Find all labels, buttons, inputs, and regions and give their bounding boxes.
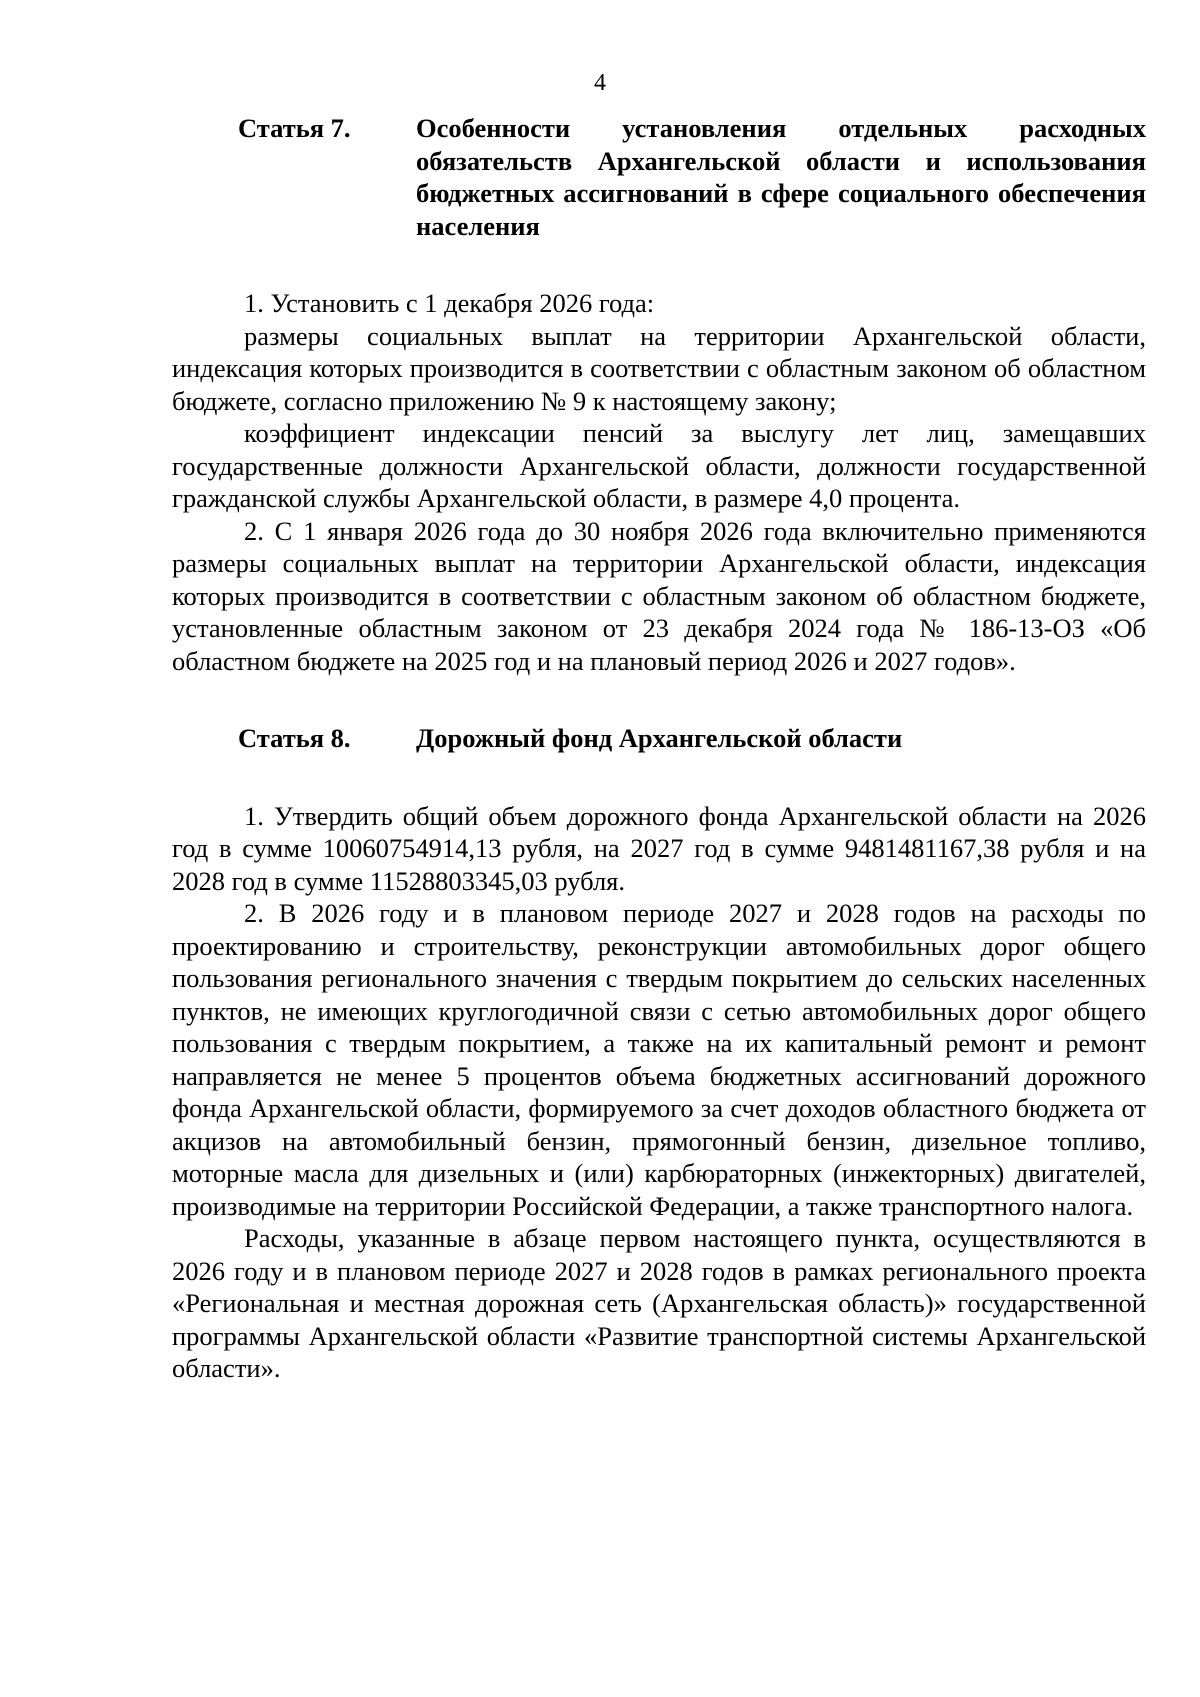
article-7-paragraph: размеры социальных выплат на территории Архангельской области, индексация которых производится в соответствии с областным законом об областном бюджете, согласно приложению № 9 к настоящему закону;: [172, 320, 1146, 416]
article-7-paragraph: 2. С 1 января 2026 года до 30 ноября 2026 года включительно применяются размеры социальных выплат на территории Архангельской области, индексация которых производится в соответствии с областным законом об областном бюджете, установленные областным законом от 23 декабря 2024 года № 186-13-ОЗ «Об областном бюджете на 2025 год и на плановый период 2026 и 2027 годов».: [172, 515, 1146, 676]
article-8-label: Статья 8.: [238, 723, 351, 753]
article-7-heading: [172, 112, 1146, 242]
article-8-paragraph: 1. Утвердить общий объем дорожного фонда Архангельской области на 2026 год в сумме 10060754914,13 рубля, на 2027 год в сумме 9481481167,38 рубля и на 2028 год в сумме 11528803345,03 рубля.: [172, 800, 1146, 896]
article-8-heading: [172, 722, 1146, 755]
page-number: 4: [594, 70, 606, 96]
article-7-paragraph: коэффициент индексации пенсий за выслугу лет лиц, замещавших государственные должности Архангельской области, должности государственной гражданской службы Архангельской области, в размере 4,0 процента.: [172, 418, 1146, 513]
article-8-paragraph: Расходы, указанные в абзаце первом настоящего пункта, осуществляются в 2026 году и в плановом периоде 2027 и 2028 годов в рамках регионального проекта «Региональная и местная дорожная сеть (Архангельская область)» государственной программы Архангельской области «Развитие транспортной системы Архангельской области».: [172, 1223, 1146, 1383]
article-7-label: Статья 7.: [238, 113, 351, 143]
article-8-title: Дорожный фонд Архангельской области: [416, 723, 903, 753]
article-8-paragraph: 2. В 2026 году и в плановом периоде 2027 и 2028 годов на расходы по проектированию и строительству, реконструкции автомобильных дорог общего пользования регионального значения с твердым покрытием до сельских населенных пунктов, не имеющих круглогодичной связи с сетью автомобильных дорог общего пользования с твердым покрытием, а также на их капитальный ремонт и ремонт направляется не менее 5 процентов объема бюджетных ассигнований дорожного фонда Архангельской области, формируемого за счет доходов областного бюджета от акцизов на автомобильный бензин, прямогонный бензин, дизельное топливо, моторные масла для дизельных и (или) карбюраторных (инжекторных) двигателей, производимые на территории Российской Федерации, а также транспортного налога.: [172, 898, 1146, 1221]
article-7-title: Особенности установления отдельных расходных обязательств Архангельской области и использования бюджетных ассигнований в сфере социального обеспечения населения: [416, 113, 1146, 241]
document-body: [172, 112, 1146, 1385]
article-7-paragraph: 1. Установить с 1 декабря 2026 года:: [244, 288, 655, 318]
